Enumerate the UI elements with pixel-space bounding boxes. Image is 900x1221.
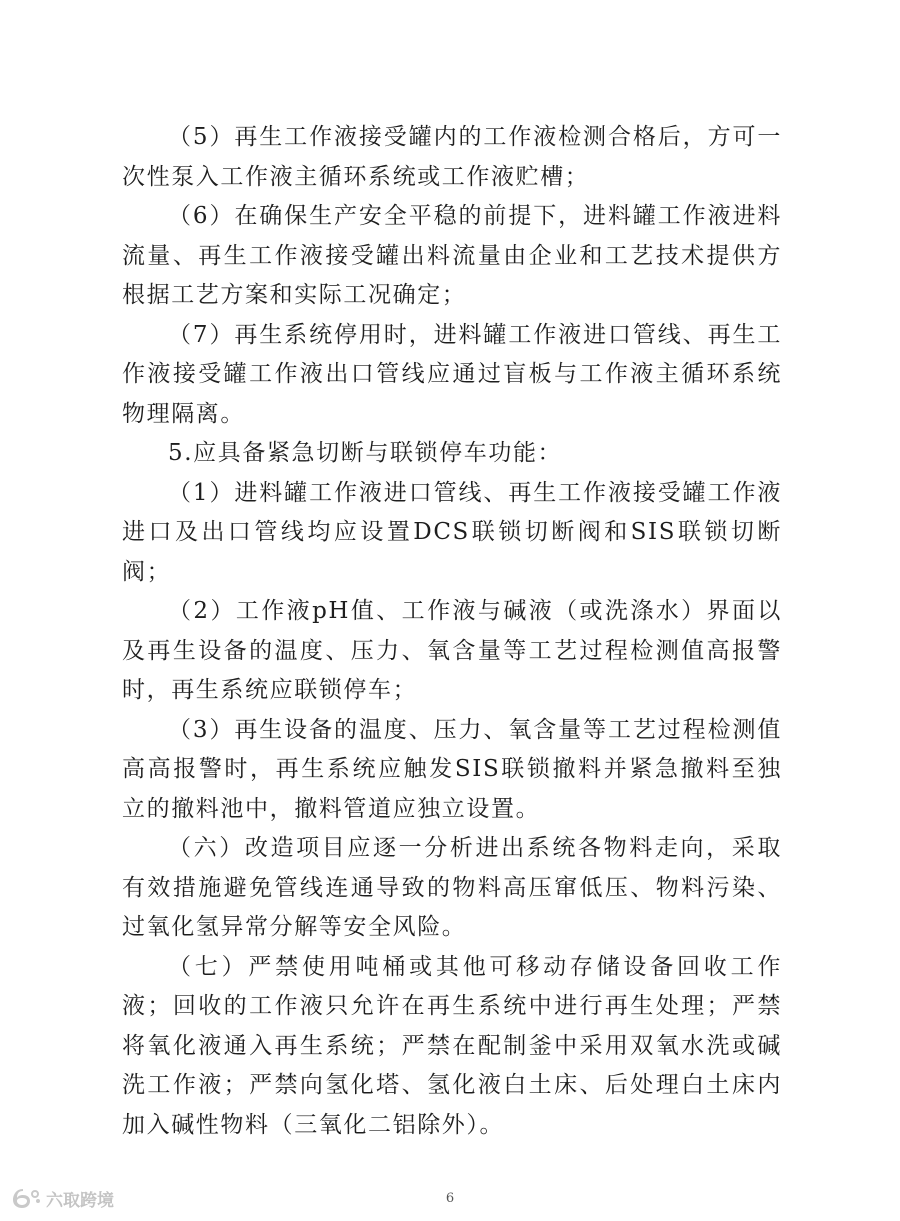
paragraph-item-5: （5）再生工作液接受罐内的工作液检测合格后，方可一次性泵入工作液主循环系统或工作液贮槽； xyxy=(122,124,782,190)
paragraph-section-7: （七）严禁使用吨桶或其他可移动存储设备回收工作液；回收的工作液只允许在再生系统中进行再生处理；严禁将氧化液通入再生系统；严禁在配制釜中采用双氧水洗或碱洗工作液；严禁向氢化塔、氢化液白土床、后处理白土床内加入碱性物料（三氧化二铝除外）。 xyxy=(122,953,782,1138)
paragraph-item-6: （6）在确保生产安全平稳的前提下，进料罐工作液进料流量、再生工作液接受罐出料流量由企业和工艺技术提供方根据工艺方案和实际工况确定； xyxy=(122,203,782,308)
paragraph-item-7: （7）再生系统停用时，进料罐工作液进口管线、再生工作液接受罐工作液出口管线应通过盲板与工作液主循环系统物理隔离。 xyxy=(122,321,782,427)
watermark-text: 六取跨境 xyxy=(46,1190,114,1211)
section-heading-5: 5.应具备紧急切断与联锁停车功能： xyxy=(168,440,563,466)
paragraph-section-6: （六）改造项目应逐一分析进出系统各物料走向，采取有效措施避免管线连通导致的物料高压窜低压、物料污染、过氧化氢异常分解等安全风险。 xyxy=(122,835,782,940)
paragraph-item-1: （1）进料罐工作液进口管线、再生工作液接受罐工作液进口及出口管线均应设置DCS联锁切断阀和SIS联锁切断阀； xyxy=(122,479,782,585)
watermark xyxy=(10,1185,114,1211)
page-number: 6 xyxy=(445,1191,455,1206)
document-body xyxy=(122,118,782,1145)
paragraph-item-2: （2）工作液pH值、工作液与碱液（或洗涤水）界面以及再生设备的温度、压力、氧含量等工艺过程检测值高报警时，再生系统应联锁停车； xyxy=(122,598,782,703)
six-logo-icon xyxy=(10,1185,42,1211)
paragraph-item-3: （3）再生设备的温度、压力、氧含量等工艺过程检测值高高报警时，再生系统应触发SIS联锁撤料并紧急撤料至独立的撤料池中，撤料管道应独立设置。 xyxy=(122,716,782,822)
